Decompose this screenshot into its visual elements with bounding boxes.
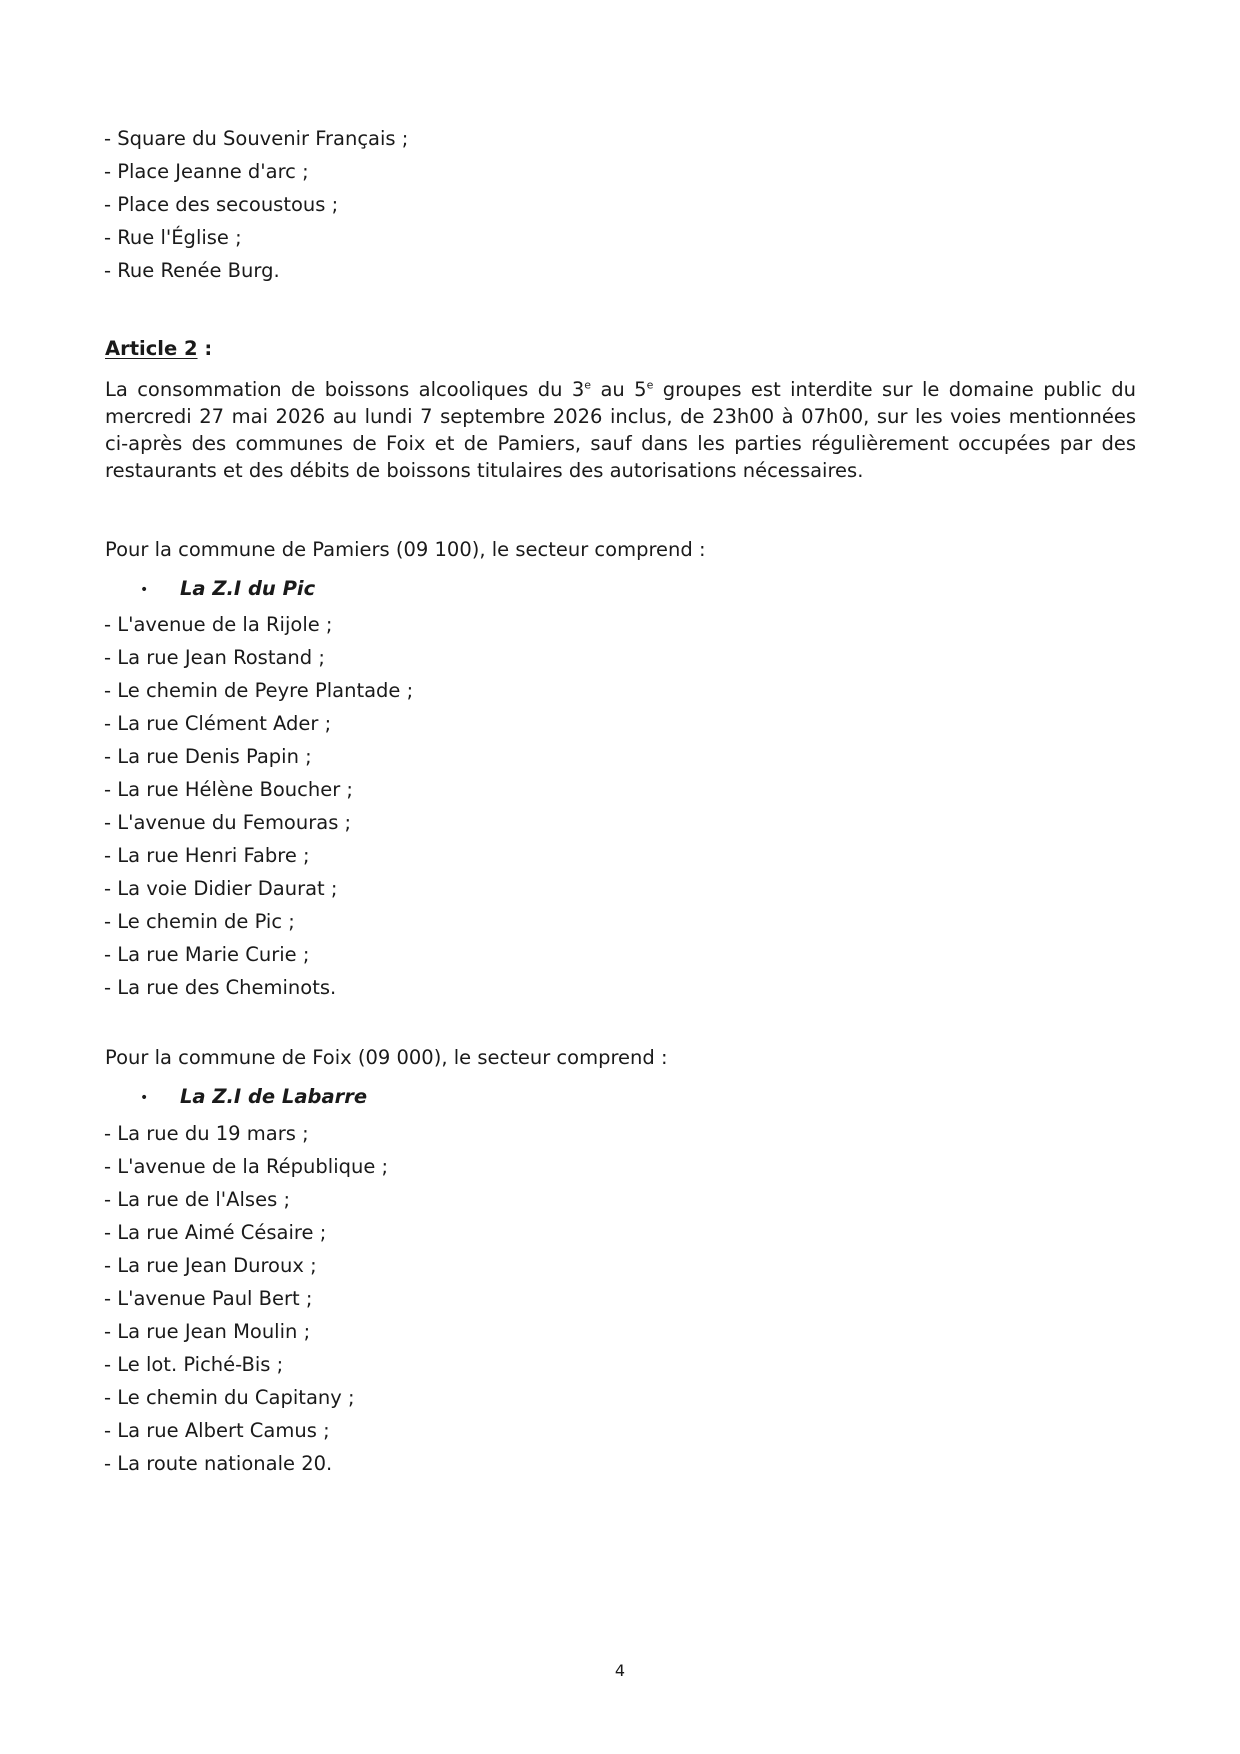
list-item: - L'avenue du Femouras ; bbox=[104, 811, 352, 834]
article-heading bbox=[105, 336, 212, 362]
list-item: - Le chemin de Peyre Plantade ; bbox=[104, 679, 414, 702]
list-item: - Square du Souvenir Français ; bbox=[104, 127, 409, 150]
list-item: - La voie Didier Daurat ; bbox=[104, 877, 338, 900]
foix-sector-heading bbox=[140, 1084, 367, 1111]
list-item: - Rue l'Église ; bbox=[104, 226, 242, 249]
bullet-icon: • bbox=[140, 1089, 149, 1106]
list-item: - La rue Jean Rostand ; bbox=[104, 646, 325, 669]
foix-street-list bbox=[104, 1117, 388, 1480]
list-item: - Rue Renée Burg. bbox=[104, 259, 280, 282]
list-item: - La rue Marie Curie ; bbox=[104, 943, 310, 966]
list-item: - L'avenue de la Rijole ; bbox=[104, 613, 333, 636]
list-item: - L'avenue de la République ; bbox=[104, 1155, 389, 1178]
list-item: - La rue de l'Alses ; bbox=[104, 1188, 291, 1211]
list-item: - La route nationale 20. bbox=[104, 1452, 333, 1475]
list-item: - La rue Albert Camus ; bbox=[104, 1419, 330, 1442]
list-item: - La rue Jean Moulin ; bbox=[104, 1320, 311, 1343]
list-item: - L'avenue Paul Bert ; bbox=[104, 1287, 313, 1310]
article-label: Article 2 bbox=[105, 337, 198, 360]
paragraph-text: La consommation de boissons alcooliques du 3 bbox=[105, 378, 585, 401]
sector-name: La Z.I de Labarre bbox=[180, 1085, 368, 1108]
paragraph-text: au 5 bbox=[591, 378, 647, 401]
article-paragraph bbox=[105, 376, 1136, 484]
sector-name: La Z.I du Pic bbox=[180, 577, 316, 600]
superscript: e bbox=[584, 378, 592, 392]
list-item: - Le chemin du Capitany ; bbox=[104, 1386, 355, 1409]
list-item: - La rue des Cheminots. bbox=[104, 976, 337, 999]
list-item: - La rue Aimé Césaire ; bbox=[104, 1221, 327, 1244]
list-item: - Le lot. Piché-Bis ; bbox=[104, 1353, 284, 1376]
page-number: 4 bbox=[614, 1661, 626, 1680]
article-label-suffix: : bbox=[197, 337, 213, 360]
list-item: - La rue Clément Ader ; bbox=[104, 712, 332, 735]
pamiers-intro: Pour la commune de Pamiers (09 100), le secteur comprend : bbox=[105, 538, 706, 561]
list-item: - La rue Denis Papin ; bbox=[104, 745, 312, 768]
pamiers-street-list bbox=[104, 608, 413, 1004]
list-item: - Place des secoustous ; bbox=[104, 193, 339, 216]
list-item: - La rue Jean Duroux ; bbox=[104, 1254, 317, 1277]
bullet-icon: • bbox=[140, 581, 149, 598]
list-item: - Place Jeanne d'arc ; bbox=[104, 160, 309, 183]
list-item: - Le chemin de Pic ; bbox=[104, 910, 295, 933]
superscript: e bbox=[646, 378, 654, 392]
top-street-list bbox=[104, 122, 408, 287]
paragraph-text: groupes est interdite sur le domaine public du mercredi 27 mai 2026 au lundi 7 septembre 2026 inclus, de 23h00 à 07h00, sur les voies mentionnées ci-après des communes de Foix et de Pamiers, sauf dans les parties régulièrement occupées par des restaurants et des débits de boissons titulaires des autorisations nécessaires. bbox=[105, 378, 1136, 482]
foix-intro: Pour la commune de Foix (09 000), le secteur comprend : bbox=[105, 1046, 668, 1069]
pamiers-sector-heading bbox=[140, 576, 315, 603]
list-item: - La rue du 19 mars ; bbox=[104, 1122, 309, 1145]
list-item: - La rue Henri Fabre ; bbox=[104, 844, 310, 867]
list-item: - La rue Hélène Boucher ; bbox=[104, 778, 353, 801]
